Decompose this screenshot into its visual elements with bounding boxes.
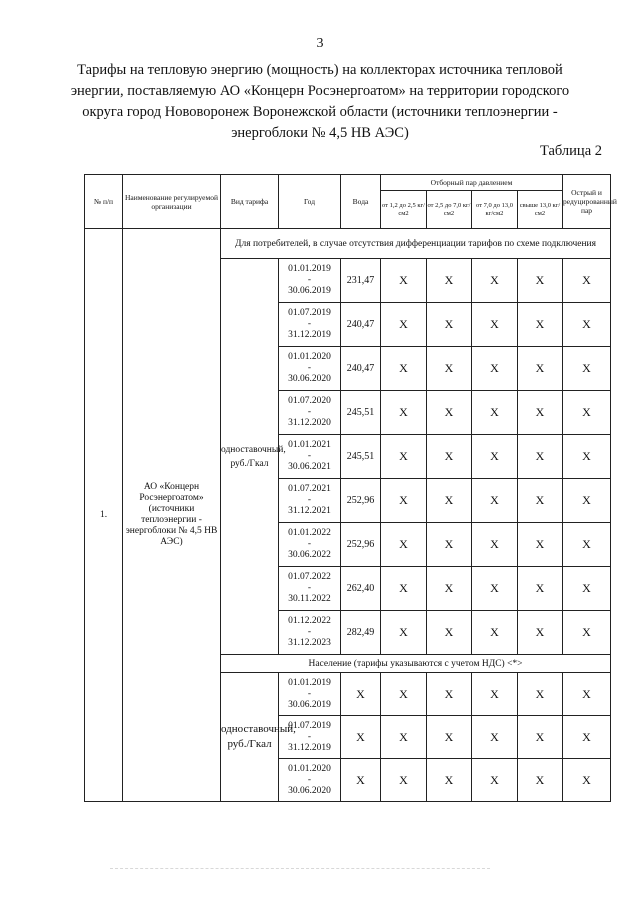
steam-4-value: X [518,673,563,716]
steam-3-value: X [472,716,518,759]
header-tariff-type: Вид тарифа [221,175,279,229]
period-cell [279,673,341,716]
steam-1-value: X [381,303,427,347]
sharp-steam-value: X [563,259,611,303]
period-end: 30.06.2019 [288,699,331,710]
steam-2-value: X [427,716,472,759]
steam-1-value: X [381,611,427,655]
header-water: Вода [341,175,381,229]
water-price: 262,40 [341,567,381,611]
page-number: 3 [316,36,324,51]
period-start: 01.12.2022 [288,616,331,626]
period-cell [279,759,341,802]
steam-1-value: X [381,391,427,435]
water-price: 252,96 [341,523,381,567]
period-start: 01.01.2021 [288,440,331,450]
period-separator: - [307,407,312,417]
period-cell [279,523,341,567]
header-pressure-4: свыше 13,0 кг/см2 [518,191,563,229]
period-cell [279,347,341,391]
period-separator: - [307,319,312,329]
water-price: X [341,673,381,716]
steam-1-value: X [381,759,427,802]
sharp-steam-value: X [563,523,611,567]
period-start: 01.01.2019 [288,264,331,274]
steam-1-value: X [381,259,427,303]
period-end: 31.12.2021 [288,506,331,516]
period-start: 01.01.2019 [288,677,331,688]
sharp-steam-value: X [563,673,611,716]
steam-2-value: X [427,303,472,347]
steam-1-value: X [381,523,427,567]
steam-1-value: X [381,435,427,479]
sharp-steam-value: X [563,435,611,479]
steam-2-value: X [427,611,472,655]
steam-3-value: X [472,611,518,655]
header-pressure-2: от 2,5 до 7,0 кг/см2 [427,191,472,229]
steam-4-value: X [518,347,563,391]
period-start: 01.01.2020 [288,352,331,362]
steam-3-value: X [472,567,518,611]
steam-4-value: X [518,479,563,523]
steam-3-value: X [472,479,518,523]
period-cell [279,716,341,759]
period-end: 30.06.2021 [288,462,331,472]
sharp-steam-value: X [563,303,611,347]
header-year: Год [279,175,341,229]
steam-1-value: X [381,567,427,611]
period-cell [279,435,341,479]
water-price: X [341,716,381,759]
period-separator: - [307,495,312,505]
document-title: Тарифы на тепловую энергию (мощность) на коллекторах источника тепловой энергии, поставляемую АО «Концерн Росэнергоатом» на территории городского округа город Нововоронеж Воронежской области (источники теплоэнергии - энергоблоки № 4,5 НВ АЭС) [70,62,570,141]
period-end: 30.06.2019 [288,286,331,296]
steam-2-value: X [427,435,472,479]
water-price: X [341,759,381,802]
period-cell [279,479,341,523]
steam-2-value: X [427,347,472,391]
header-pressure-3: от 7,0 до 13,0 кг/см2 [472,191,518,229]
period-start: 01.01.2022 [288,528,331,538]
header-pressure-1: от 1,2 до 2,5 кг/см2 [381,191,427,229]
sharp-steam-value: X [563,611,611,655]
steam-2-value: X [427,523,472,567]
steam-3-value: X [472,673,518,716]
sharp-steam-value: X [563,479,611,523]
period-end: 30.06.2022 [288,550,331,560]
period-separator: - [307,774,312,785]
period-separator: - [307,451,312,461]
scan-divider [110,868,490,869]
header-org: Наименование регулируемой организации [123,175,221,229]
steam-3-value: X [472,435,518,479]
sharp-steam-value: X [563,716,611,759]
steam-2-value: X [427,673,472,716]
water-price: 231,47 [341,259,381,303]
header-steam-group: Отборный пар давлением [381,175,563,191]
steam-2-value: X [427,259,472,303]
period-start: 01.07.2022 [288,572,331,582]
sharp-steam-value: X [563,391,611,435]
water-price: 240,47 [341,347,381,391]
period-separator: - [307,363,312,373]
tariff-type: одноставочный, руб./Гкал [221,259,279,655]
steam-1-value: X [381,673,427,716]
period-start: 01.07.2020 [288,396,331,406]
period-end: 31.12.2023 [288,638,331,648]
period-end: 30.06.2020 [288,785,331,796]
steam-3-value: X [472,347,518,391]
row-number: 1. [85,229,123,802]
steam-1-value: X [381,716,427,759]
sharp-steam-value: X [563,347,611,391]
steam-4-value: X [518,523,563,567]
period-start: 01.07.2019 [288,308,331,318]
steam-2-value: X [427,759,472,802]
period-separator: - [307,627,312,637]
period-cell [279,611,341,655]
period-separator: - [307,583,312,593]
steam-4-value: X [518,716,563,759]
period-end: 30.11.2022 [288,594,331,604]
period-end: 31.12.2019 [288,742,331,753]
water-price: 252,96 [341,479,381,523]
period-cell [279,259,341,303]
header-sharp-steam: Острый и редуцированный пар [563,175,611,229]
water-price: 240,47 [341,303,381,347]
steam-4-value: X [518,435,563,479]
period-end: 31.12.2019 [288,330,331,340]
steam-4-value: X [518,259,563,303]
steam-3-value: X [472,523,518,567]
table-label: Таблица 2 [539,143,602,159]
header-num: № п/п [85,175,123,229]
period-separator: - [307,539,312,549]
steam-2-value: X [427,479,472,523]
period-start: 01.07.2019 [288,720,331,731]
steam-4-value: X [518,391,563,435]
sharp-steam-value: X [563,567,611,611]
period-end: 30.06.2020 [288,374,331,384]
steam-3-value: X [472,759,518,802]
water-price: 245,51 [341,391,381,435]
tariff-table [84,174,617,802]
period-cell [279,391,341,435]
steam-1-value: X [381,479,427,523]
steam-4-value: X [518,567,563,611]
steam-3-value: X [472,391,518,435]
steam-3-value: X [472,303,518,347]
steam-3-value: X [472,259,518,303]
period-start: 01.01.2020 [288,763,331,774]
period-end: 31.12.2020 [288,418,331,428]
period-cell [279,567,341,611]
sharp-steam-value: X [563,759,611,802]
water-price: 245,51 [341,435,381,479]
organization-name: АО «Концерн Росэнергоатом» (источники теплоэнергии - энергоблоки № 4,5 НВ АЭС) [123,229,221,802]
steam-2-value: X [427,391,472,435]
steam-4-value: X [518,303,563,347]
period-start: 01.07.2021 [288,484,331,494]
section-title: Для потребителей, в случае отсутствия дифференциации тарифов по схеме подключения [221,229,611,259]
steam-2-value: X [427,567,472,611]
period-cell [279,303,341,347]
steam-1-value: X [381,347,427,391]
period-separator: - [307,275,312,285]
steam-4-value: X [518,611,563,655]
steam-4-value: X [518,759,563,802]
water-price: 282,49 [341,611,381,655]
period-separator: - [307,731,312,742]
period-separator: - [307,688,312,699]
tariff-type: одноставочный, руб./Гкал [221,673,279,802]
section-title: Население (тарифы указываются с учетом НДС) <*> [221,655,611,673]
